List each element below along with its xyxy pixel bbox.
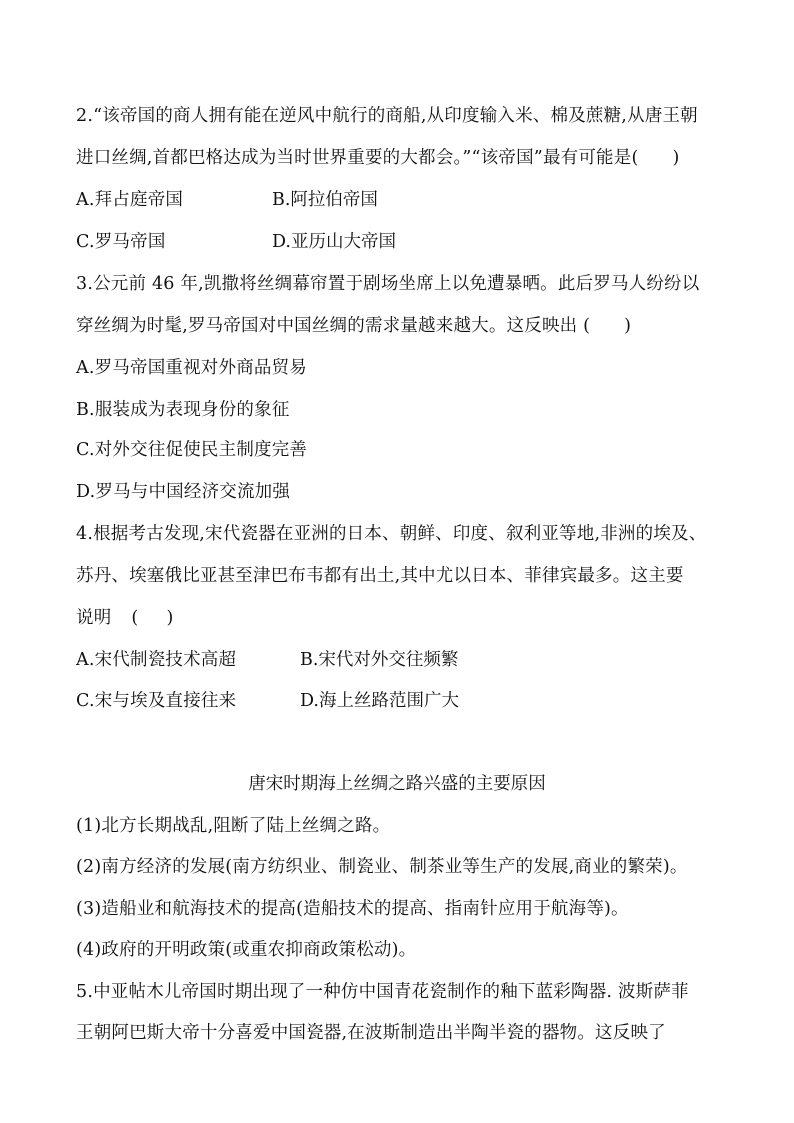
question-4-option-d: D.海上丝路范围广大 xyxy=(300,691,459,711)
question-4-option-b: B.宋代对外交往频繁 xyxy=(300,650,459,670)
question-4-open-paren: ( xyxy=(131,608,139,628)
question-2-line-2-text: 进口丝绸,首都巴格达成为当时世界重要的大都会。”“该帝国”最有可能是( xyxy=(76,148,639,168)
question-3-line-2 xyxy=(76,314,631,338)
question-4-option-a: A.宋代制瓷技术高超 xyxy=(76,650,237,670)
knowledge-point-4: (4)政府的开明政策(或重农抑商政策松动)。 xyxy=(76,940,417,960)
question-4-line-2: 苏丹、埃塞俄比亚甚至津巴布韦都有出土,其中尤以日本、菲律宾最多。这主要 xyxy=(76,566,684,586)
question-3-option-d: D.罗马与中国经济交流加强 xyxy=(76,482,291,502)
question-3-line-2-text: 穿丝绸为时髦,罗马帝国对中国丝绸的需求量越来越大。这反映出 ( xyxy=(76,316,591,336)
knowledge-point-1: (1)北方长期战乱,阻断了陆上丝绸之路。 xyxy=(76,816,391,836)
question-4-line-3-text: 说明 xyxy=(76,608,112,628)
question-2-option-d: D.亚历山大帝国 xyxy=(272,232,396,252)
knowledge-point-3: (3)造船业和航海技术的提高(造船技术的提高、指南针应用于航海等)。 xyxy=(76,899,629,919)
question-2-line-2 xyxy=(76,146,680,170)
question-3-option-b: B.服装成为表现身份的象征 xyxy=(76,400,290,420)
question-4-line-1: 4.根据考古发现,宋代瓷器在亚洲的日本、朝鲜、印度、叙利亚等地,非洲的埃及、 xyxy=(76,524,707,544)
question-3-option-a: A.罗马帝国重视对外商品贸易 xyxy=(76,358,307,378)
question-3-line-1: 3.公元前 46 年,凯撒将丝绸幕帘置于剧场坐席上以免遭暴晒。此后罗马人纷纷以 xyxy=(76,274,700,294)
question-4-option-c: C.宋与埃及直接往来 xyxy=(76,691,237,711)
question-2-option-b: B.阿拉伯帝国 xyxy=(272,190,378,210)
question-4-line-3 xyxy=(76,606,173,630)
question-2-close-paren: ) xyxy=(672,148,680,168)
question-5-line-1: 5.中亚帖木儿帝国时期出现了一种仿中国青花瓷制作的釉下蓝彩陶器. 波斯萨菲 xyxy=(76,982,689,1002)
question-3-option-c: C.对外交往促使民主制度完善 xyxy=(76,440,308,460)
question-2-line-1: 2.“该帝国的商人拥有能在逆风中航行的商船,从印度输入米、棉及蔗糖,从唐王朝 xyxy=(76,106,698,126)
question-5-line-2: 王朝阿巴斯大帝十分喜爱中国瓷器,在波斯制造出半陶半瓷的器物。这反映了 xyxy=(76,1023,666,1043)
question-2-option-c: C.罗马帝国 xyxy=(76,232,166,252)
knowledge-title: 唐宋时期海上丝绸之路兴盛的主要原因 xyxy=(248,774,546,794)
question-4-close-paren: ) xyxy=(166,608,174,628)
knowledge-point-2: (2)南方经济的发展(南方纺织业、制瓷业、制茶业等生产的发展,商业的繁荣)。 xyxy=(76,857,688,877)
question-3-close-paren: ) xyxy=(624,316,632,336)
question-2-option-a: A.拜占庭帝国 xyxy=(76,190,184,210)
